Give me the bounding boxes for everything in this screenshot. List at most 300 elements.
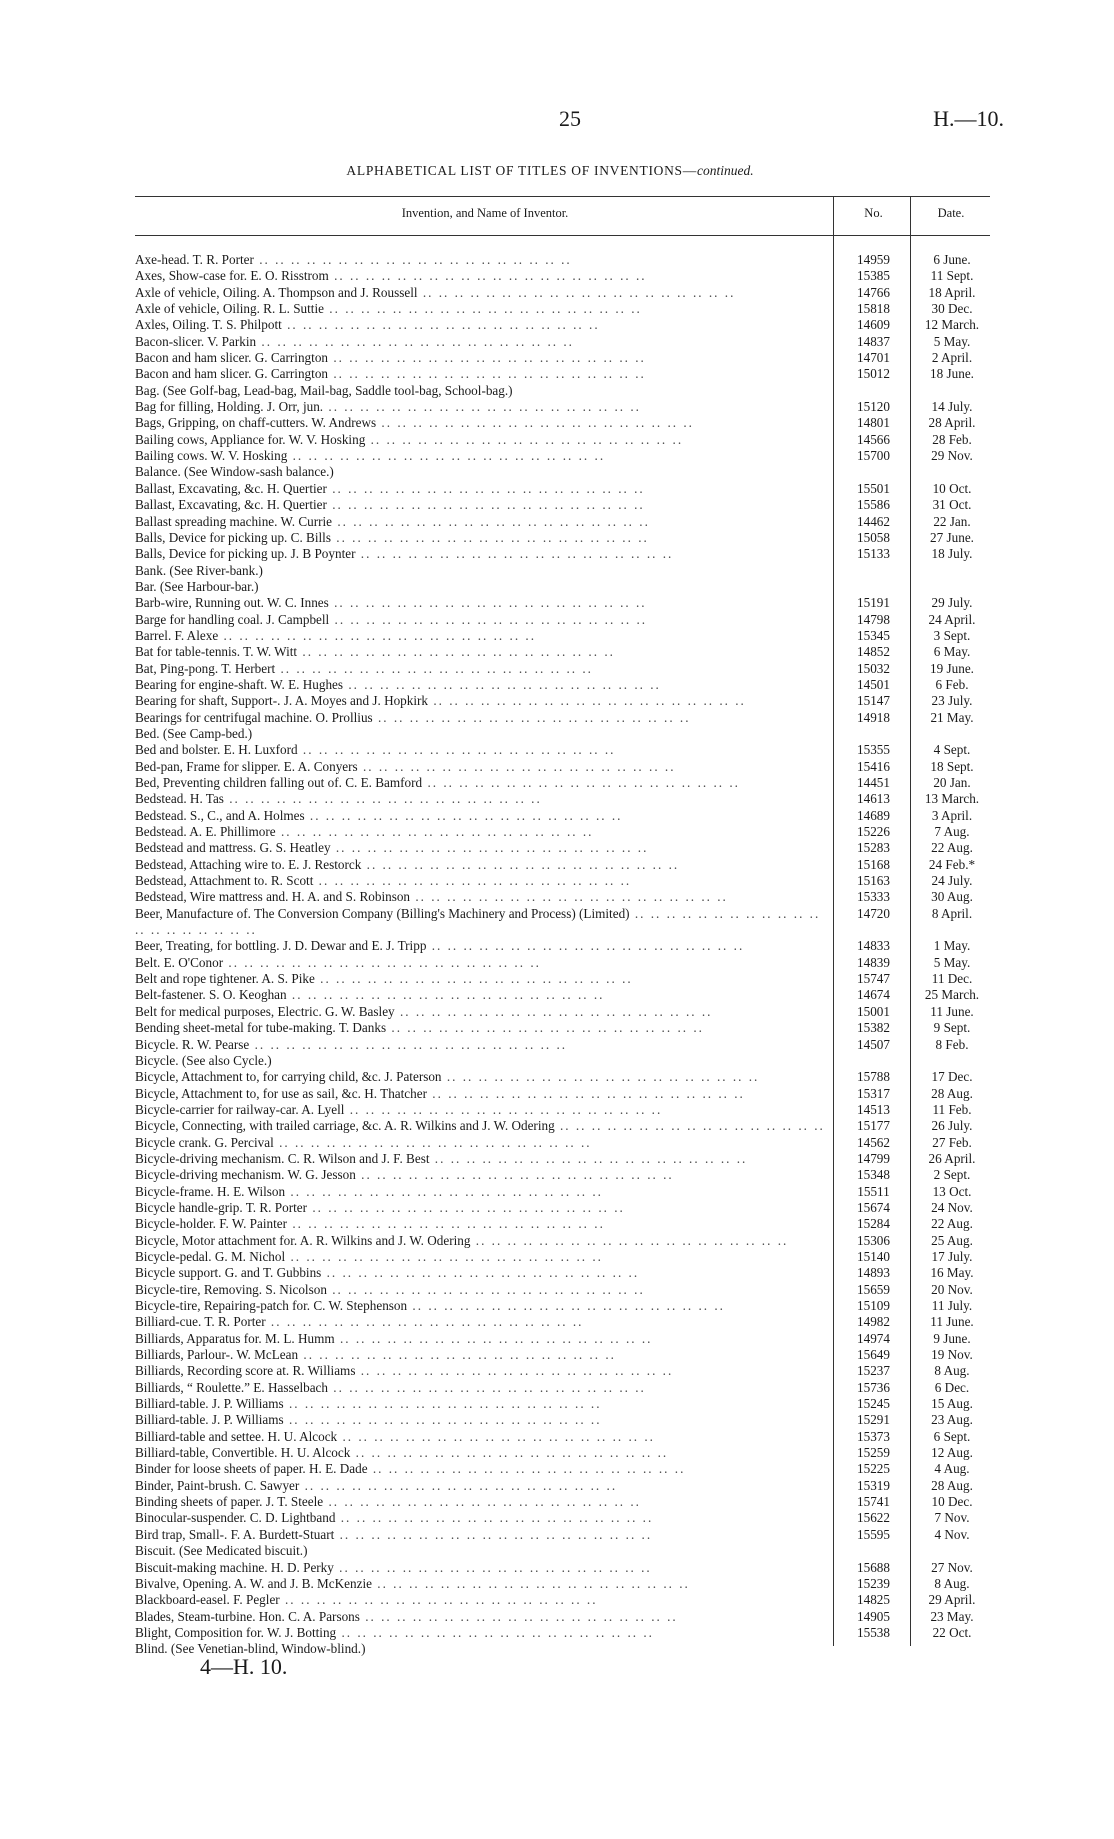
patent-date: 6 May. bbox=[933, 644, 971, 660]
patent-number: 15001 bbox=[857, 1003, 890, 1019]
patent-number: 15416 bbox=[857, 758, 890, 774]
invention-title: Bed. (See Camp-bed.) bbox=[135, 725, 253, 741]
table-row bbox=[135, 791, 995, 807]
patent-date: 4 Sept. bbox=[933, 742, 971, 758]
invention-title: Beer, Manufacture of. The Conversion Company (Billing's Machinery and Process) (Limited) .. .. bbox=[135, 906, 825, 939]
invention-title: Ballast, Excavating, &c. H. Quertier .. .. bbox=[135, 481, 825, 497]
patent-number: 15226 bbox=[857, 824, 890, 840]
table-row bbox=[135, 334, 995, 350]
patent-number: 14974 bbox=[857, 1330, 890, 1346]
list-heading-title: ALPHABETICAL LIST OF TITLES OF INVENTIONS— bbox=[346, 163, 697, 178]
patent-date: 1 May. bbox=[933, 938, 971, 954]
invention-title: Blades, Steam-turbine. Hon. C. A. Parsons .. .. bbox=[135, 1609, 825, 1625]
patent-number: 15818 bbox=[857, 301, 890, 317]
patent-number: 15163 bbox=[857, 873, 890, 889]
patent-number: 14613 bbox=[857, 791, 890, 807]
patent-number: 15191 bbox=[857, 595, 890, 611]
patent-date: 13 Oct. bbox=[932, 1183, 972, 1199]
table-row bbox=[135, 301, 995, 317]
table-row bbox=[135, 1363, 995, 1379]
table-row bbox=[135, 889, 995, 905]
table-row bbox=[135, 1298, 995, 1314]
patent-number: 14982 bbox=[857, 1314, 890, 1330]
patent-number: 15245 bbox=[857, 1396, 890, 1412]
table-row bbox=[135, 366, 995, 382]
table-row bbox=[135, 1510, 995, 1526]
table-row bbox=[135, 1494, 995, 1510]
table-row bbox=[135, 1216, 995, 1232]
patent-number: 14501 bbox=[857, 676, 890, 692]
patent-date: 21 May. bbox=[930, 709, 974, 725]
invention-title: Billiard-cue. T. R. Porter .. .. bbox=[135, 1314, 825, 1330]
invention-title: Bicycle support. G. and T. Gubbins .. .. bbox=[135, 1265, 825, 1281]
patent-number: 15741 bbox=[857, 1494, 890, 1510]
patent-date: 24 Nov. bbox=[931, 1199, 973, 1215]
patent-date: 27 Nov. bbox=[931, 1559, 973, 1575]
patent-date: 11 July. bbox=[931, 1298, 973, 1313]
table-row bbox=[135, 1380, 995, 1396]
invention-title: Billiards, Parlour-. W. McLean .. .. bbox=[135, 1347, 825, 1363]
patent-number: 15788 bbox=[857, 1069, 890, 1085]
invention-title: Bat, Ping-pong. T. Herbert .. .. bbox=[135, 661, 825, 677]
invention-title: Bicycle-frame. H. E. Wilson .. .. bbox=[135, 1184, 825, 1200]
patent-number: 14689 bbox=[857, 807, 890, 823]
patent-date: 27 June. bbox=[930, 529, 974, 545]
patent-number: 15168 bbox=[857, 856, 890, 872]
table-row bbox=[135, 857, 995, 873]
patent-date: 11 Dec. bbox=[931, 971, 973, 987]
table-row bbox=[135, 824, 995, 840]
table-row bbox=[135, 955, 995, 971]
patent-number: 15345 bbox=[857, 627, 890, 643]
patent-number: 15012 bbox=[857, 366, 890, 382]
patent-date: 6 June. bbox=[933, 252, 971, 267]
table-row bbox=[135, 1592, 995, 1608]
patent-date: 28 April. bbox=[928, 415, 976, 431]
patent-number: 14609 bbox=[857, 317, 890, 333]
invention-title: Balls, Device for picking up. C. Bills .. .. bbox=[135, 530, 825, 546]
patent-number: 14837 bbox=[857, 333, 890, 349]
invention-title: Bacon and ham slicer. G. Carrington .. .. bbox=[135, 350, 825, 366]
patent-date: 8 Feb. bbox=[935, 1036, 969, 1052]
patent-date: 6 Feb. bbox=[935, 676, 969, 692]
invention-title: Binder for loose sheets of paper. H. E. Dade .. .. bbox=[135, 1461, 825, 1477]
patent-date: 27 Feb. bbox=[932, 1134, 972, 1150]
patent-number: 15133 bbox=[857, 546, 890, 562]
table-row bbox=[135, 1053, 995, 1069]
table-row bbox=[135, 612, 995, 628]
patent-number: 15385 bbox=[857, 268, 890, 284]
invention-title: Bicycle-tire, Repairing-patch for. C. W. Stephenson .. .. bbox=[135, 1298, 825, 1314]
table-row bbox=[135, 840, 995, 856]
patent-date: 29 Nov. bbox=[931, 448, 973, 464]
patent-number: 15382 bbox=[857, 1020, 890, 1036]
invention-title: Bailing cows. W. V. Hosking .. .. bbox=[135, 448, 825, 464]
patent-number: 15058 bbox=[857, 529, 890, 545]
patent-date: 11 June. bbox=[930, 1314, 974, 1330]
patent-date: 16 May. bbox=[930, 1265, 974, 1281]
table-row bbox=[135, 808, 995, 824]
invention-title: Bedstead. S., C., and A. Holmes .. .. bbox=[135, 808, 825, 824]
table-row bbox=[135, 759, 995, 775]
invention-title: Bicycle. (See also Cycle.) bbox=[135, 1052, 272, 1068]
invention-title: Bicycle, Motor attachment for. A. R. Wilkins and J. W. Odering .. .. bbox=[135, 1233, 825, 1249]
patent-number: 14801 bbox=[857, 415, 890, 431]
patent-number: 15333 bbox=[857, 889, 890, 905]
table-row bbox=[135, 595, 995, 611]
patent-date: 22 Jan. bbox=[933, 513, 971, 529]
patent-number: 14562 bbox=[857, 1134, 890, 1150]
invention-title: Bicycle-holder. F. W. Painter .. .. bbox=[135, 1216, 825, 1232]
table-row bbox=[135, 432, 995, 448]
table-row bbox=[135, 1445, 995, 1461]
patent-date: 2 Sept. bbox=[933, 1167, 971, 1183]
patent-date: 4 Nov. bbox=[934, 1526, 970, 1542]
table-row bbox=[135, 1396, 995, 1412]
patent-number: 15317 bbox=[857, 1085, 890, 1101]
patent-date: 8 April. bbox=[931, 905, 973, 921]
patent-date: 10 Oct. bbox=[932, 480, 972, 496]
patent-number: 15348 bbox=[857, 1167, 890, 1183]
patent-date: 17 Dec. bbox=[931, 1069, 973, 1085]
table-rule-bottom bbox=[135, 235, 990, 236]
patent-date: 25 March. bbox=[924, 987, 980, 1003]
table-row bbox=[135, 1118, 995, 1134]
table-row bbox=[135, 317, 995, 333]
patent-date: 5 May. bbox=[933, 954, 971, 970]
invention-title: Bedstead and mattress. G. S. Heatley .. .. bbox=[135, 840, 825, 856]
table-row bbox=[135, 1069, 995, 1085]
table-row bbox=[135, 1331, 995, 1347]
invention-title: Binding sheets of paper. J. T. Steele .. .. bbox=[135, 1494, 825, 1510]
table-row bbox=[135, 1037, 995, 1053]
invention-title: Bat for table-tennis. T. W. Witt .. .. bbox=[135, 644, 825, 660]
list-heading bbox=[150, 163, 950, 179]
list-heading-continued: continued. bbox=[696, 163, 754, 178]
table-row bbox=[135, 415, 995, 431]
invention-title: Bending sheet-metal for tube-making. T. Danks .. .. bbox=[135, 1020, 825, 1036]
invention-title: Billiard-table and settee. H. U. Alcock .. .. bbox=[135, 1429, 825, 1445]
invention-title: Bacon-slicer. V. Parkin .. .. bbox=[135, 334, 825, 350]
invention-title: Bicycle-tire, Removing. S. Nicolson .. .. bbox=[135, 1282, 825, 1298]
patent-number: 14959 bbox=[857, 252, 890, 267]
table-rule-top bbox=[135, 196, 990, 197]
patent-number: 15225 bbox=[857, 1461, 890, 1477]
patent-date: 18 April. bbox=[928, 284, 976, 300]
invention-title: Bacon and ham slicer. G. Carrington .. .. bbox=[135, 366, 825, 382]
patent-number: 15120 bbox=[857, 399, 890, 415]
patent-number: 14566 bbox=[857, 431, 890, 447]
table-row bbox=[135, 693, 995, 709]
patent-date: 22 Aug. bbox=[931, 1216, 973, 1232]
invention-title: Biscuit. (See Medicated biscuit.) bbox=[135, 1543, 308, 1559]
patent-date: 28 Aug. bbox=[931, 1477, 973, 1493]
invention-title: Binder, Paint-brush. C. Sawyer .. .. bbox=[135, 1478, 825, 1494]
patent-number: 15177 bbox=[857, 1118, 890, 1134]
patent-number: 15355 bbox=[857, 742, 890, 758]
patent-number: 14833 bbox=[857, 938, 890, 954]
invention-title: Bedstead, Attachment to. R. Scott .. .. bbox=[135, 873, 825, 889]
patent-number: 14462 bbox=[857, 513, 890, 529]
patent-number: 14799 bbox=[857, 1150, 890, 1166]
invention-title: Billiard-table, Convertible. H. U. Alcock .. .. bbox=[135, 1445, 825, 1461]
patent-date: 8 Aug. bbox=[934, 1363, 970, 1379]
patent-date: 15 Aug. bbox=[931, 1396, 973, 1412]
patent-date: 24 Feb.* bbox=[928, 856, 976, 872]
patent-date: 9 June. bbox=[933, 1330, 971, 1346]
invention-title: Axle of vehicle, Oiling. R. L. Suttie .. .. bbox=[135, 301, 825, 317]
invention-title: Belt. E. O'Conor .. .. bbox=[135, 955, 825, 971]
invention-title: Ballast spreading machine. W. Currie .. .. bbox=[135, 514, 825, 530]
invention-title: Bearing for engine-shaft. W. E. Hughes .. .. bbox=[135, 677, 825, 693]
patent-date: 30 Dec. bbox=[931, 301, 973, 317]
invention-title: Bags, Gripping, on chaff-cutters. W. Andrews .. .. bbox=[135, 415, 825, 431]
table-row bbox=[135, 1151, 995, 1167]
patent-number: 15747 bbox=[857, 971, 890, 987]
invention-title: Billiards, “ Roulette.” E. Hasselbach .. .. bbox=[135, 1380, 825, 1396]
patent-date: 19 June. bbox=[930, 660, 974, 676]
table-row bbox=[135, 661, 995, 677]
patent-number: 14701 bbox=[857, 350, 890, 366]
table-row bbox=[135, 1004, 995, 1020]
patent-number: 15538 bbox=[857, 1624, 890, 1640]
table-row bbox=[135, 1020, 995, 1036]
patent-date: 23 July. bbox=[931, 693, 973, 709]
patent-date: 11 Feb. bbox=[932, 1101, 972, 1117]
patent-number: 14451 bbox=[857, 775, 890, 790]
table-row bbox=[135, 350, 995, 366]
invention-title: Axle of vehicle, Oiling. A. Thompson and J. Roussell .. .. bbox=[135, 285, 825, 301]
invention-title: Bird trap, Small-. F. A. Burdett-Stuart .. .. bbox=[135, 1527, 825, 1543]
patent-number: 15511 bbox=[857, 1183, 890, 1199]
invention-title: Bedstead, Wire mattress and. H. A. and S. Robinson .. .. bbox=[135, 889, 825, 905]
table-row bbox=[135, 546, 995, 562]
table-row bbox=[135, 1265, 995, 1281]
patent-date: 28 Feb. bbox=[932, 431, 972, 447]
patent-number: 15259 bbox=[857, 1445, 890, 1461]
table-row bbox=[135, 628, 995, 644]
patent-date: 30 Aug. bbox=[931, 889, 973, 905]
table-row bbox=[135, 1086, 995, 1102]
table-row bbox=[135, 1609, 995, 1625]
patent-date: 26 July. bbox=[931, 1118, 973, 1134]
patent-number: 15373 bbox=[857, 1428, 890, 1444]
table-row bbox=[135, 1135, 995, 1151]
patent-date: 23 May. bbox=[930, 1608, 974, 1624]
invention-title: Bank. (See River-bank.) bbox=[135, 562, 263, 578]
patent-date: 7 Aug. bbox=[934, 824, 970, 840]
invention-title: Bicycle-pedal. G. M. Nichol .. .. bbox=[135, 1249, 825, 1265]
table-row bbox=[135, 1527, 995, 1543]
table-row bbox=[135, 481, 995, 497]
patent-number: 15586 bbox=[857, 497, 890, 513]
patent-date: 3 Sept. bbox=[933, 627, 971, 643]
invention-title: Bicycle-carrier for railway-car. A. Lyell .. .. bbox=[135, 1102, 825, 1118]
patent-date: 6 Sept. bbox=[933, 1428, 971, 1444]
patent-number: 15674 bbox=[857, 1199, 890, 1215]
patent-date: 14 July. bbox=[931, 399, 973, 415]
patent-date: 22 Aug. bbox=[931, 840, 973, 856]
patent-number: 15501 bbox=[857, 480, 890, 496]
table-row bbox=[135, 1625, 995, 1641]
invention-title: Belt for medical purposes, Electric. G. W. Basley .. .. bbox=[135, 1004, 825, 1020]
footer-signature: 4—H. 10. bbox=[200, 1654, 288, 1679]
table-row bbox=[135, 530, 995, 546]
invention-title: Billiard-table. J. P. Williams .. .. bbox=[135, 1396, 825, 1412]
patent-date: 22 Oct. bbox=[932, 1624, 972, 1640]
patent-number: 14674 bbox=[857, 987, 890, 1003]
invention-title: Axes, Show-case for. E. O. Risstrom .. .. bbox=[135, 268, 825, 284]
invention-title: Bed-pan, Frame for slipper. E. A. Conyers .. .. bbox=[135, 759, 825, 775]
patent-date: 18 July. bbox=[931, 546, 973, 562]
table-row bbox=[135, 579, 995, 595]
invention-title: Bicycle-driving mechanism. C. R. Wilson and J. F. Best .. .. bbox=[135, 1151, 825, 1167]
table-row bbox=[135, 563, 995, 579]
invention-title: Axles, Oiling. T. S. Philpott .. .. bbox=[135, 317, 825, 333]
patent-date: 5 May. bbox=[933, 333, 971, 349]
table-row bbox=[135, 1543, 995, 1559]
patent-number: 15109 bbox=[857, 1298, 890, 1313]
patent-date: 29 July. bbox=[931, 595, 973, 611]
invention-title: Balls, Device for picking up. J. B Poynter .. .. bbox=[135, 546, 825, 562]
invention-title: Axe-head. T. R. Porter .. .. bbox=[135, 252, 825, 268]
table-row bbox=[135, 1184, 995, 1200]
invention-title: Barb-wire, Running out. W. C. Innes .. .. bbox=[135, 595, 825, 611]
invention-title: Bicycle handle-grip. T. R. Porter .. .. bbox=[135, 1200, 825, 1216]
patent-date: 17 July. bbox=[931, 1248, 973, 1264]
patent-date: 13 March. bbox=[924, 791, 980, 807]
table-row bbox=[135, 726, 995, 742]
invention-title: Bedstead, Attaching wire to. E. J. Restorck .. .. bbox=[135, 857, 825, 873]
table-row bbox=[135, 677, 995, 693]
patent-number: 14513 bbox=[857, 1101, 890, 1117]
table-row bbox=[135, 742, 995, 758]
table-row bbox=[135, 399, 995, 415]
table-row bbox=[135, 252, 995, 268]
invention-title: Bailing cows, Appliance for. W. V. Hosking .. .. bbox=[135, 432, 825, 448]
patent-number: 14893 bbox=[857, 1265, 890, 1281]
patent-number: 15649 bbox=[857, 1347, 890, 1363]
table-row bbox=[135, 987, 995, 1003]
table-row bbox=[135, 448, 995, 464]
patent-number: 15736 bbox=[857, 1379, 890, 1395]
table-row bbox=[135, 906, 995, 939]
invention-title: Barge for handling coal. J. Campbell .. .. bbox=[135, 612, 825, 628]
patent-date: 25 Aug. bbox=[931, 1232, 973, 1248]
invention-title: Bicycle, Attachment to, for use as sail, &c. H. Thatcher .. .. bbox=[135, 1086, 825, 1102]
patent-date: 28 Aug. bbox=[931, 1085, 973, 1101]
invention-title: Balance. (See Window-sash balance.) bbox=[135, 464, 334, 480]
invention-title: Bicycle-driving mechanism. W. G. Jesson .. .. bbox=[135, 1167, 825, 1183]
patent-number: 14825 bbox=[857, 1592, 890, 1608]
table-row bbox=[135, 383, 995, 399]
invention-title: Barrel. F. Alexe .. .. bbox=[135, 628, 825, 644]
invention-title: Bar. (See Harbour-bar.) bbox=[135, 578, 259, 594]
invention-title: Bivalve, Opening. A. W. and J. B. McKenzie .. .. bbox=[135, 1576, 825, 1592]
patent-date: 18 Sept. bbox=[930, 758, 974, 774]
invention-title: Bicycle, Connecting, with trailed carriage, &c. A. R. Wilkins and J. W. Odering .. .. bbox=[135, 1118, 825, 1134]
table-row bbox=[135, 710, 995, 726]
patent-number: 15239 bbox=[857, 1575, 890, 1591]
patent-date: 6 Dec. bbox=[934, 1379, 970, 1395]
patent-number: 15595 bbox=[857, 1526, 890, 1542]
patent-date: 11 Sept. bbox=[930, 268, 974, 284]
table-row bbox=[135, 1412, 995, 1428]
page-number: 25 bbox=[559, 106, 581, 131]
patent-number: 15688 bbox=[857, 1559, 890, 1575]
invention-title: Beer, Treating, for bottling. J. D. Dewar and E. J. Tripp .. .. bbox=[135, 938, 825, 954]
table-row bbox=[135, 1429, 995, 1445]
patent-number: 15306 bbox=[857, 1232, 890, 1248]
table-row bbox=[135, 1233, 995, 1249]
column-header-number: No. bbox=[864, 206, 883, 220]
patent-date: 2 April. bbox=[931, 350, 973, 366]
table-row bbox=[135, 1102, 995, 1118]
table-row bbox=[135, 1314, 995, 1330]
invention-title: Biscuit-making machine. H. D. Perky .. .. bbox=[135, 1560, 825, 1576]
table-row bbox=[135, 1347, 995, 1363]
patent-date: 19 Nov. bbox=[931, 1347, 973, 1363]
patent-date: 24 April. bbox=[928, 611, 976, 627]
invention-title: Blight, Composition for. W. J. Botting .. .. bbox=[135, 1625, 825, 1641]
table-row bbox=[135, 971, 995, 987]
series-code: H.—10. bbox=[933, 106, 1004, 131]
table-row bbox=[135, 1282, 995, 1298]
table-row bbox=[135, 464, 995, 480]
table-row bbox=[135, 497, 995, 513]
invention-title: Bed, Preventing children falling out of. C. E. Bamford .. .. bbox=[135, 775, 825, 791]
patent-number: 14905 bbox=[857, 1608, 890, 1624]
patent-date: 4 Aug. bbox=[934, 1461, 970, 1477]
patent-number: 14918 bbox=[857, 709, 890, 725]
table-row bbox=[135, 268, 995, 284]
patent-date: 23 Aug. bbox=[931, 1412, 973, 1428]
table-row bbox=[135, 644, 995, 660]
table-row bbox=[135, 938, 995, 954]
patent-date: 10 Dec. bbox=[931, 1494, 973, 1510]
table-row bbox=[135, 514, 995, 530]
patent-number: 14766 bbox=[857, 284, 890, 300]
patent-date: 20 Nov. bbox=[931, 1281, 973, 1297]
patent-date: 9 Sept. bbox=[933, 1020, 971, 1036]
invention-title: Bed and bolster. E. H. Luxford .. .. bbox=[135, 742, 825, 758]
patent-date: 26 April. bbox=[928, 1150, 976, 1166]
invention-title: Blackboard-easel. F. Pegler .. .. bbox=[135, 1592, 825, 1608]
invention-title: Belt-fastener. S. O. Keoghan .. .. bbox=[135, 987, 825, 1003]
patent-date: 31 Oct. bbox=[932, 497, 972, 513]
patent-date: 8 Aug. bbox=[934, 1575, 970, 1591]
invention-title: Bearing for shaft, Support-. J. A. Moyes and J. Hopkirk .. .. bbox=[135, 693, 825, 709]
table-row bbox=[135, 1576, 995, 1592]
invention-title: Billiards, Recording score at. R. Williams .. .. bbox=[135, 1363, 825, 1379]
column-header-invention: Invention, and Name of Inventor. bbox=[401, 206, 569, 220]
invention-title: Bag. (See Golf-bag, Lead-bag, Mail-bag, Saddle tool-bag, School-bag.) bbox=[135, 382, 513, 398]
invention-title: Ballast, Excavating, &c. H. Quertier .. .. bbox=[135, 497, 825, 513]
patent-date: 11 June. bbox=[930, 1003, 974, 1019]
invention-title: Bicycle crank. G. Percival .. .. bbox=[135, 1135, 825, 1151]
patent-number: 15700 bbox=[857, 448, 890, 464]
patent-number: 15140 bbox=[857, 1248, 890, 1264]
patent-number: 15622 bbox=[857, 1510, 890, 1526]
patent-number: 14720 bbox=[857, 905, 890, 921]
patent-number: 14507 bbox=[857, 1036, 890, 1052]
invention-title: Bedstead. A. E. Phillimore .. .. bbox=[135, 824, 825, 840]
table-row bbox=[135, 1560, 995, 1576]
table-row bbox=[135, 1167, 995, 1183]
patent-number: 15283 bbox=[857, 840, 890, 856]
table-row bbox=[135, 1249, 995, 1265]
patent-date: 12 Aug. bbox=[931, 1445, 973, 1461]
